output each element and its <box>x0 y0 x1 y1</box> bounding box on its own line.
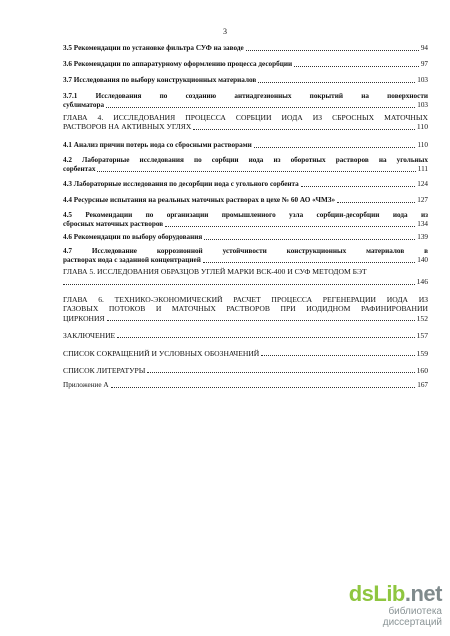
toc-page-number: 103 <box>417 76 428 84</box>
toc-entry-3-6[interactable] <box>63 60 428 69</box>
dot-leader <box>117 337 414 338</box>
toc-entry-title-line: 4.5 Рекомендации по организации промышленного узла сорбции-десорбции иода из <box>63 211 428 219</box>
dot-leader <box>246 50 419 51</box>
dot-leader <box>97 171 415 172</box>
toc-entry-title: СПИСОК ЛИТЕРАТУРЫ <box>63 366 146 375</box>
toc-conclusion[interactable] <box>63 331 428 340</box>
toc-entry-3-7[interactable] <box>63 76 428 85</box>
page-number: 3 <box>223 27 227 36</box>
toc-entry-3-7-1[interactable] <box>63 92 428 110</box>
toc-appendix-a[interactable] <box>63 381 428 390</box>
toc-entry-title-line: растворах иода с заданной концентрацией <box>63 256 201 264</box>
toc-entry-4-4[interactable] <box>63 196 428 205</box>
toc-page-number: 160 <box>416 366 428 375</box>
dot-leader <box>107 320 415 321</box>
toc-chapter-4[interactable] <box>63 113 428 132</box>
toc-entry-4-5[interactable] <box>63 211 428 229</box>
toc-entry-title: ЗАКЛЮЧЕНИЕ <box>63 331 116 340</box>
toc-entry-title: 3.5 Рекомендации по установке фильтра СУФ на заводе <box>63 44 244 52</box>
toc-entry-title-line: РАСТВОРОВ НА АКТИВНЫХ УГЛЯХ <box>63 122 192 132</box>
toc-page-number: 127 <box>417 196 428 204</box>
dot-leader <box>254 147 416 148</box>
watermark-logo-grey: .net <box>404 581 442 606</box>
toc-entry-title: 4.3 Лабораторные исследования по десорбции иода с угольного сорбента <box>63 180 299 188</box>
toc-entry-title: 4.6 Рекомендации по выбору оборудования <box>63 233 203 241</box>
toc-abbreviations[interactable] <box>63 349 428 358</box>
dot-leader <box>147 372 414 373</box>
toc-page-number: 146 <box>416 277 428 287</box>
toc-page-number: 111 <box>417 165 428 173</box>
toc-page-number: 103 <box>417 101 428 109</box>
toc-entry-title-line: сорбентах <box>63 165 96 173</box>
toc-entry-title: 3.7 Исследования по выбору конструкционных материалов <box>63 76 257 84</box>
toc-entry-title: 3.6 Рекомендации по аппаратурному оформлению процесса десорбции <box>63 60 293 68</box>
toc-page-number: 110 <box>416 122 428 132</box>
watermark <box>330 583 442 628</box>
toc-entry-title-line: ЦИРКОНИЯ <box>63 313 105 323</box>
toc-page-number: 157 <box>416 331 428 340</box>
toc-entry-title: 4.4 Ресурсные испытания на реальных маточных растворах в цехе № 60 АО «ЧМЗ» <box>63 196 336 204</box>
toc-entry-4-7[interactable] <box>63 247 428 265</box>
toc-entry-title: Приложение А <box>63 381 109 389</box>
toc-chapter-6[interactable] <box>63 295 428 323</box>
toc-page-number: 140 <box>417 256 428 264</box>
toc-entry-title-line: сбросных маточных растворов <box>63 220 164 228</box>
toc-entry-title-line: ГЛАВА 5. ИССЛЕДОВАНИЯ ОБРАЗЦОВ УГЛЕЙ МАРКИ ВСК-400 И СУФ МЕТОДОМ БЭТ <box>63 267 367 276</box>
toc-entry-title-line: ГЛАВА 4. ИССЛЕДОВАНИЯ ПРОЦЕССА СОРБЦИИ ИОДА ИЗ СБРОСНЫХ МАТОЧНЫХ <box>63 113 428 122</box>
toc-entry-4-6[interactable] <box>63 233 428 242</box>
watermark-logo-green: dsLib <box>348 581 405 606</box>
toc-page-number: 139 <box>417 233 428 241</box>
toc-references[interactable] <box>63 366 428 375</box>
toc-entry-4-3[interactable] <box>63 180 428 189</box>
toc-entry-title-line: сублиматора <box>63 101 105 109</box>
toc-page-number: 94 <box>420 44 428 52</box>
toc-page-number: 124 <box>417 180 428 188</box>
dot-leader <box>204 239 415 240</box>
toc-entry-title-line: 4.7 Исследование коррозионной устойчивости конструкционных материалов в <box>63 247 428 255</box>
toc-entry-title: 4.1 Анализ причин потерь иода со сбросными растворами <box>63 141 252 149</box>
toc-entry-title-line: ГЛАВА 6. ТЕХНИКО-ЭКОНОМИЧЕСКИЙ РАСЧЕТ ПРОЦЕССА РЕГЕНЕРАЦИИ ИОДА ИЗ <box>63 295 428 304</box>
toc-page-number: 134 <box>417 220 428 228</box>
toc-entry-title-line: 4.2 Лабораторные исследования по сорбции иода из оборотных растворов на угольных <box>63 156 428 164</box>
watermark-logo <box>330 583 442 605</box>
toc-entry-4-1[interactable] <box>63 141 428 150</box>
toc-entry-4-2[interactable] <box>63 156 428 174</box>
toc-page-number: 167 <box>417 381 428 389</box>
dot-leader <box>203 262 415 263</box>
toc-entry-title-line: ГАЗОВЫХ ПОТОКОВ И МАТОЧНЫХ РАСТВОРОВ ПРИ ИОДИДНОМ РАФИНИРОВАНИИ <box>63 304 428 314</box>
toc-page-number: 152 <box>416 313 428 323</box>
dot-leader <box>294 66 419 67</box>
dot-leader <box>165 226 415 227</box>
watermark-caption: библиотека диссертаций <box>382 606 442 628</box>
dot-leader <box>261 355 414 356</box>
dot-leader <box>301 186 415 187</box>
dot-leader <box>106 107 415 108</box>
dot-leader <box>111 387 416 388</box>
toc-page-number: 97 <box>420 60 428 68</box>
toc-page-number: 159 <box>416 349 428 358</box>
toc-entry-3-5[interactable] <box>63 44 428 53</box>
dot-leader <box>193 129 415 130</box>
dot-leader <box>337 202 415 203</box>
toc-page-number: 110 <box>417 141 428 149</box>
dot-leader <box>258 82 415 83</box>
toc-entry-title-line: 3.7.1 Исследования по созданию антиадгезионных покрытий на поверхности <box>63 92 428 100</box>
toc-chapter-5[interactable] <box>63 267 428 287</box>
dot-leader <box>63 284 415 285</box>
toc-entry-title: СПИСОК СОКРАЩЕНИЙ И УСЛОВНЫХ ОБОЗНАЧЕНИЙ <box>63 349 260 358</box>
